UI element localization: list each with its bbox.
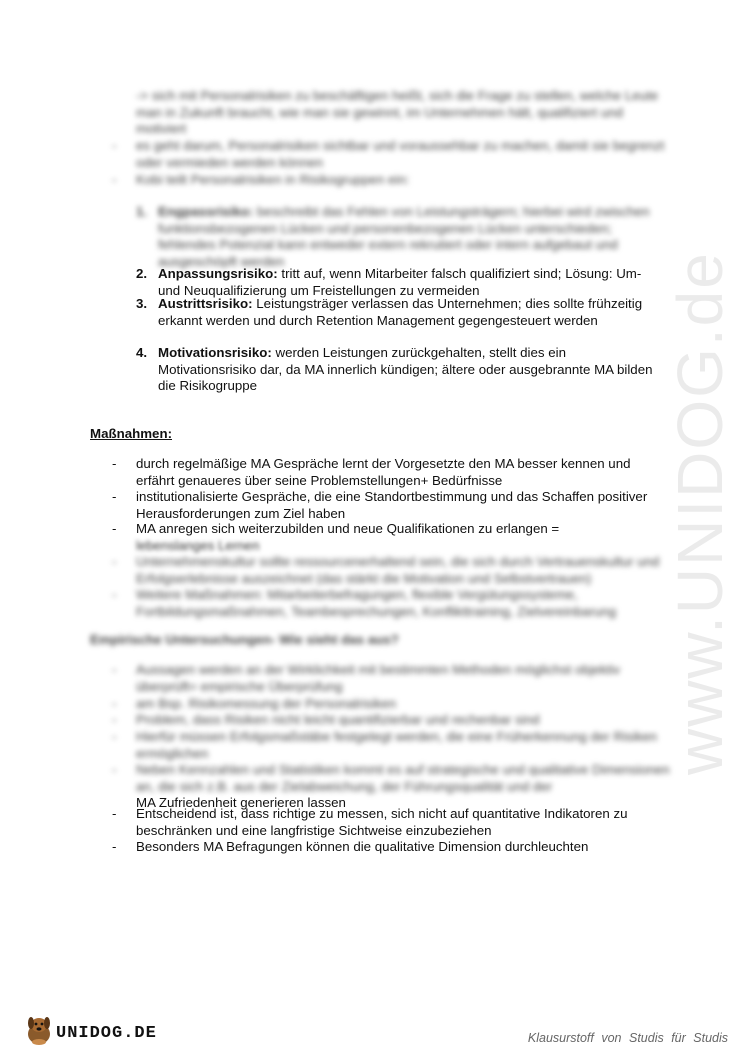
risk-item-1: 1. Engpassrisiko: beschreibt das Fehlen von Leistungsträgern; hierbei wird zwischen funktionsbezogenen Lücken und personenbezogenen Lücken unterschieden; fehlendes Potenzial kann entweder extern rekrutiert oder intern aufgebaut und ausgeschöpft werden [136,204,650,269]
list-item: - Unternehmenskultur sollte ressourcenerhaltend sein, die sich durch Vertrauenskultur und Erfolgserlebnisse auszeichnet (das stärkt die Motivation und Selbstvertrauen) [112,554,660,586]
list-item: - Neben Kennzahlen und Statistiken kommt es auf strategische und qualitative Dimensionen an, die sich z.B. aus der Zielabweichung, der Führungsqualität und der MA Zufriedenheit generieren lassen [112,762,670,811]
list-item: - Problem, dass Risiken nicht leicht quantifizierbar und rechenbar sind [112,712,540,727]
list-item: - Besonders MA Befragungen können die qualitative Dimension durchleuchten [112,839,589,854]
list-item: - Entscheidend ist, dass richtige zu messen, sich nicht auf quantitative Indikatoren zu beschränken und eine langfristige Sichtweise einzubeziehen [112,806,628,838]
list-item: - es geht darum, Personalrisiken sichtbar und voraussehbar zu machen, damit sie begrenzt oder vermieden werden können [112,138,665,170]
list-item: - Aussagen werden an der Wirklichkeit mit bestimmten Methoden möglichst objektiv überprüft= empirische Überprüfung [112,662,621,694]
dog-icon [22,1012,56,1048]
list-item: - durch regelmäßige MA Gespräche lernt der Vorgesetzte den MA besser kennen und erfährt genaueres über seine Problemstellungen+ Bedürfnisse [112,456,631,488]
risk-item-2: 2. Anpassungsrisiko: tritt auf, wenn Mitarbeiter falsch qualifiziert sind; Lösung: Um- und Neuqualifizierung um Freistellungen zu vermeiden [136,266,642,298]
list-item: - Weitere Maßnahmen: Mitarbeiterbefragungen, flexible Vergütungssysteme, Fortbildungsmaßnahmen, Teambesprechungen, Konflikttraining, Zielvereinbarung [112,587,617,619]
intro-paragraph: -> sich mit Personalrisiken zu beschäftigen heißt, sich die Frage zu stellen, welche Leute man in Zukunft braucht, wie man sie gewinnt, im Unternehmen hält, qualifiziert und motiviert [136,88,659,137]
list-item: - am Bsp. Risikomessung der Personalrisiken [112,696,397,711]
list-item: - MA anregen sich weiterzubilden und neue Qualifikationen zu erlangen = lebenslanges Lernen [112,521,560,553]
empirisch-heading: Empirische Untersuchungen- Wie sieht das aus? [90,632,399,647]
list-item: - Hierfür müssen Erfolgsmaßstäbe festgelegt werden, die eine Früherkennung der Risiken ermöglichen [112,729,658,761]
footer-slogan: Klausurstoff von Studis für Studis [527,1031,728,1045]
risk-item-3: 3. Austrittsrisiko: Leistungsträger verlassen das Unternehmen; dies sollte frühzeitig erkannt werden und durch Retention Management gegengesteuert werden [136,296,643,328]
unidog-logo: UNIDOG.DE [22,1012,162,1050]
list-item: - institutionalisierte Gespräche, die eine Standortbestimmung und das Schaffen positiver Herausforderungen zum Ziel haben [112,489,648,521]
risk-item-4: 4. Motivationsrisiko: werden Leistungen zurückgehalten, stellt dies ein Motivationsrisiko dar, da MA innerlich kündigen; ältere oder ausgebrannte MA bilden die Risikogruppe [136,345,653,394]
list-item: - Kobi teilt Personalrisiken in Risikogruppen ein: [112,172,410,187]
massnahmen-heading: Maßnahmen: [90,426,173,441]
watermark: www.UNIDOG.de [664,251,736,775]
